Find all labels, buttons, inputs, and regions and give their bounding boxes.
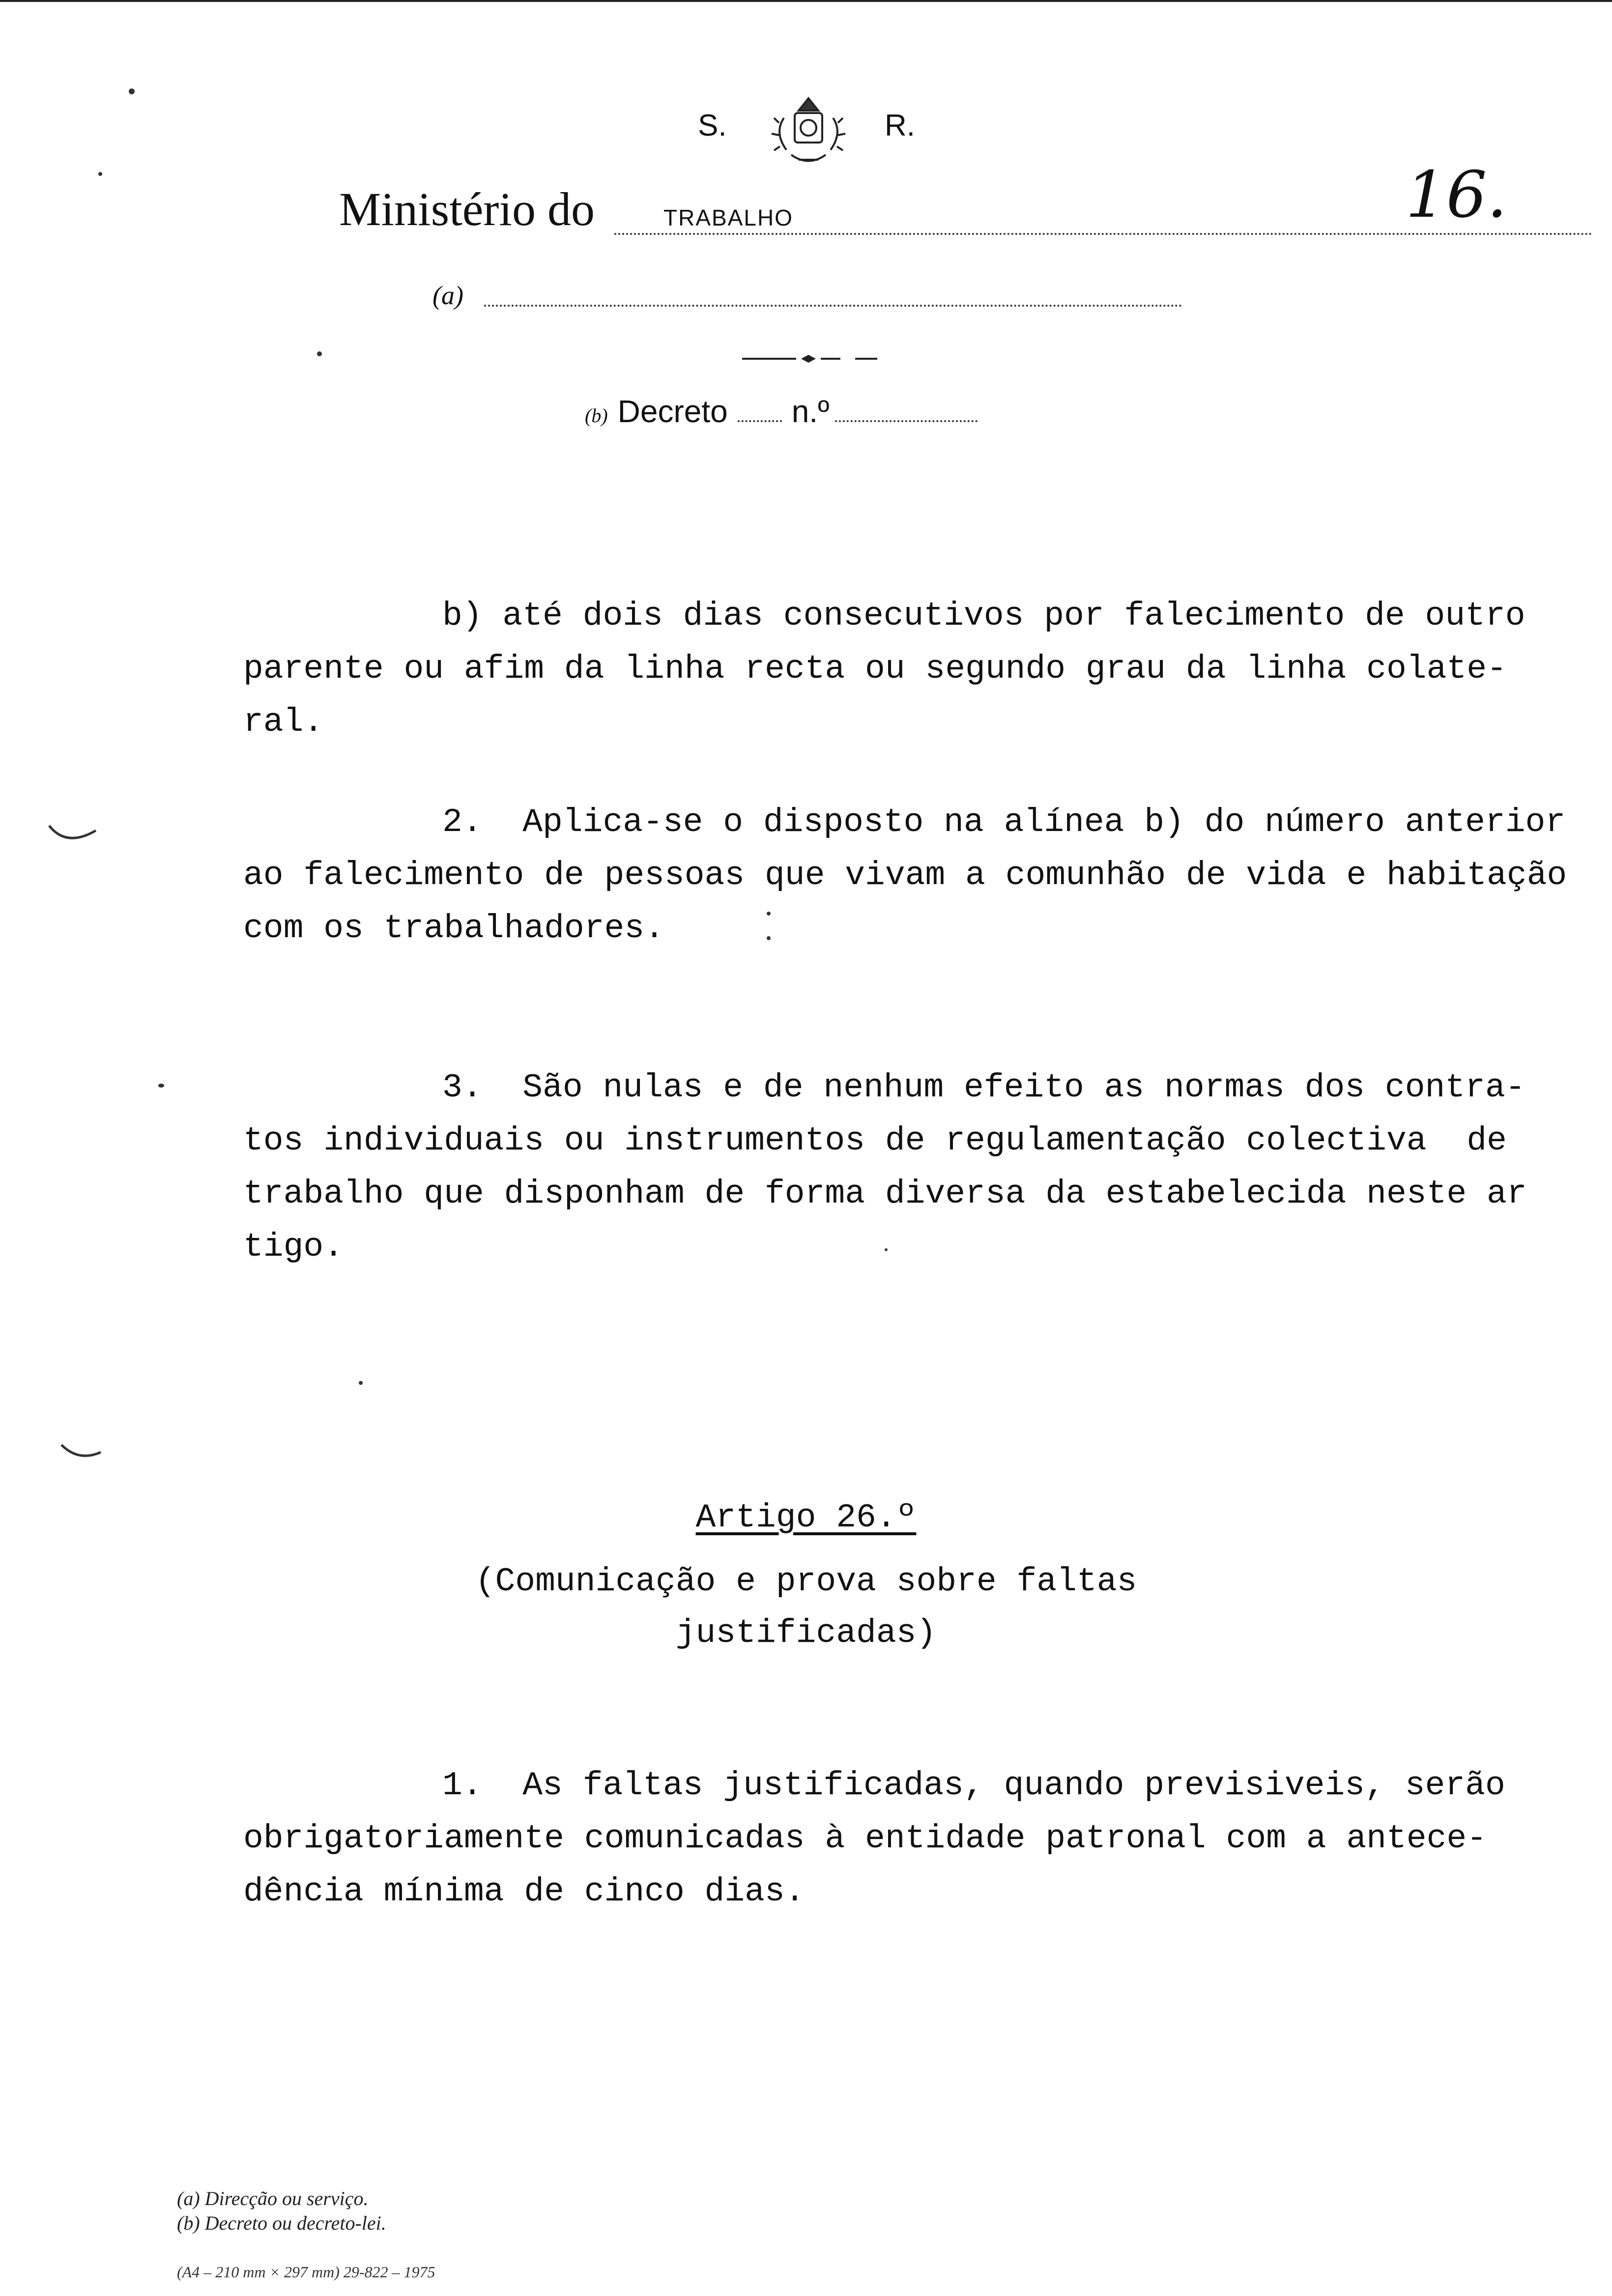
decreto-type-fill bbox=[738, 420, 782, 422]
scan-speck bbox=[317, 351, 322, 356]
footnote-a: (a) Direcção ou serviço. bbox=[177, 2187, 369, 2210]
paragraph-b bbox=[243, 590, 1595, 749]
decreto-label-b: (b) bbox=[585, 404, 608, 427]
scan-speck bbox=[359, 1381, 363, 1385]
handwritten-page-number: 16. bbox=[1406, 157, 1507, 232]
paragraph-line: 3. São nulas e de nenhum efeito as normas dos contra- bbox=[442, 1069, 1526, 1107]
paragraph-line: parente ou afim da linha recta ou segundo grau da linha colate- bbox=[243, 650, 1507, 688]
paragraph-line: obrigatoriamente comunicadas à entidade patronal com a antece- bbox=[243, 1820, 1487, 1858]
separator-ornament bbox=[742, 354, 880, 364]
letterhead-emblem-row bbox=[639, 88, 983, 172]
scan-speck bbox=[129, 88, 135, 94]
paragraph-line: trabalho que disponham de forma diversa da estabelecida neste ar bbox=[243, 1175, 1527, 1213]
paragraph-line: com os trabalhadores. bbox=[243, 910, 664, 947]
paragraph-line: b) até dois dias consecutivos por falecimento de outro bbox=[442, 597, 1526, 635]
decreto-label: Decreto bbox=[617, 394, 728, 429]
article-title-text: Artigo 26.º bbox=[695, 1499, 917, 1537]
line-a-dotted-fill bbox=[484, 305, 1182, 307]
scan-speck bbox=[767, 912, 771, 916]
paragraph-2 bbox=[243, 796, 1595, 955]
paragraph-line: ral. bbox=[243, 703, 324, 741]
paragraph-line: tigo. bbox=[243, 1228, 344, 1266]
scan-speck bbox=[158, 1084, 164, 1088]
decreto-number-fill bbox=[835, 420, 978, 422]
line-a-label: (a) bbox=[432, 281, 463, 310]
article-title bbox=[0, 1499, 1612, 1537]
article-subtitle-line-1: (Comunicação e prova sobre faltas bbox=[475, 1563, 1137, 1601]
decreto-number-label: n.º bbox=[791, 394, 830, 429]
paragraph-line: dência mínima de cinco dias. bbox=[243, 1873, 805, 1911]
paragraph-line: tos individuais ou instrumentos de regulamentação colectiva de bbox=[243, 1122, 1507, 1160]
letter-s: S. bbox=[698, 109, 727, 143]
scan-speck bbox=[767, 936, 771, 940]
letter-r: R. bbox=[885, 109, 915, 143]
margin-tick-mark bbox=[47, 821, 101, 850]
decreto-line bbox=[585, 393, 978, 430]
footnote-b: (b) Decreto ou decreto-lei. bbox=[177, 2212, 386, 2234]
paragraph-3 bbox=[243, 1062, 1595, 1274]
form-reference: (A4 – 210 mm × 297 mm) 29-822 – 1975 bbox=[177, 2263, 435, 2281]
scan-speck bbox=[885, 1248, 888, 1251]
paragraph-line: 2. Aplica-se o disposto na alínea b) do número anterior bbox=[442, 804, 1566, 841]
coat-of-arms-icon bbox=[764, 88, 853, 172]
paragraph-line: ao falecimento de pessoas que vivam a comunhão de vida e habitação bbox=[243, 857, 1567, 894]
article-subtitle-line-2: justificadas) bbox=[675, 1614, 937, 1652]
paragraph-line: 1. As faltas justificadas, quando previsiveis, serão bbox=[442, 1767, 1505, 1805]
ministry-label: Ministério do bbox=[339, 183, 595, 235]
paragraph-4 bbox=[243, 1759, 1595, 1919]
top-border-line bbox=[0, 0, 1612, 2]
margin-tick-mark bbox=[59, 1440, 103, 1464]
scan-speck bbox=[98, 172, 102, 176]
ministry-dotted-fill bbox=[614, 233, 1592, 235]
ministry-line bbox=[339, 182, 1273, 246]
ministry-department: TRABALHO bbox=[663, 205, 793, 230]
